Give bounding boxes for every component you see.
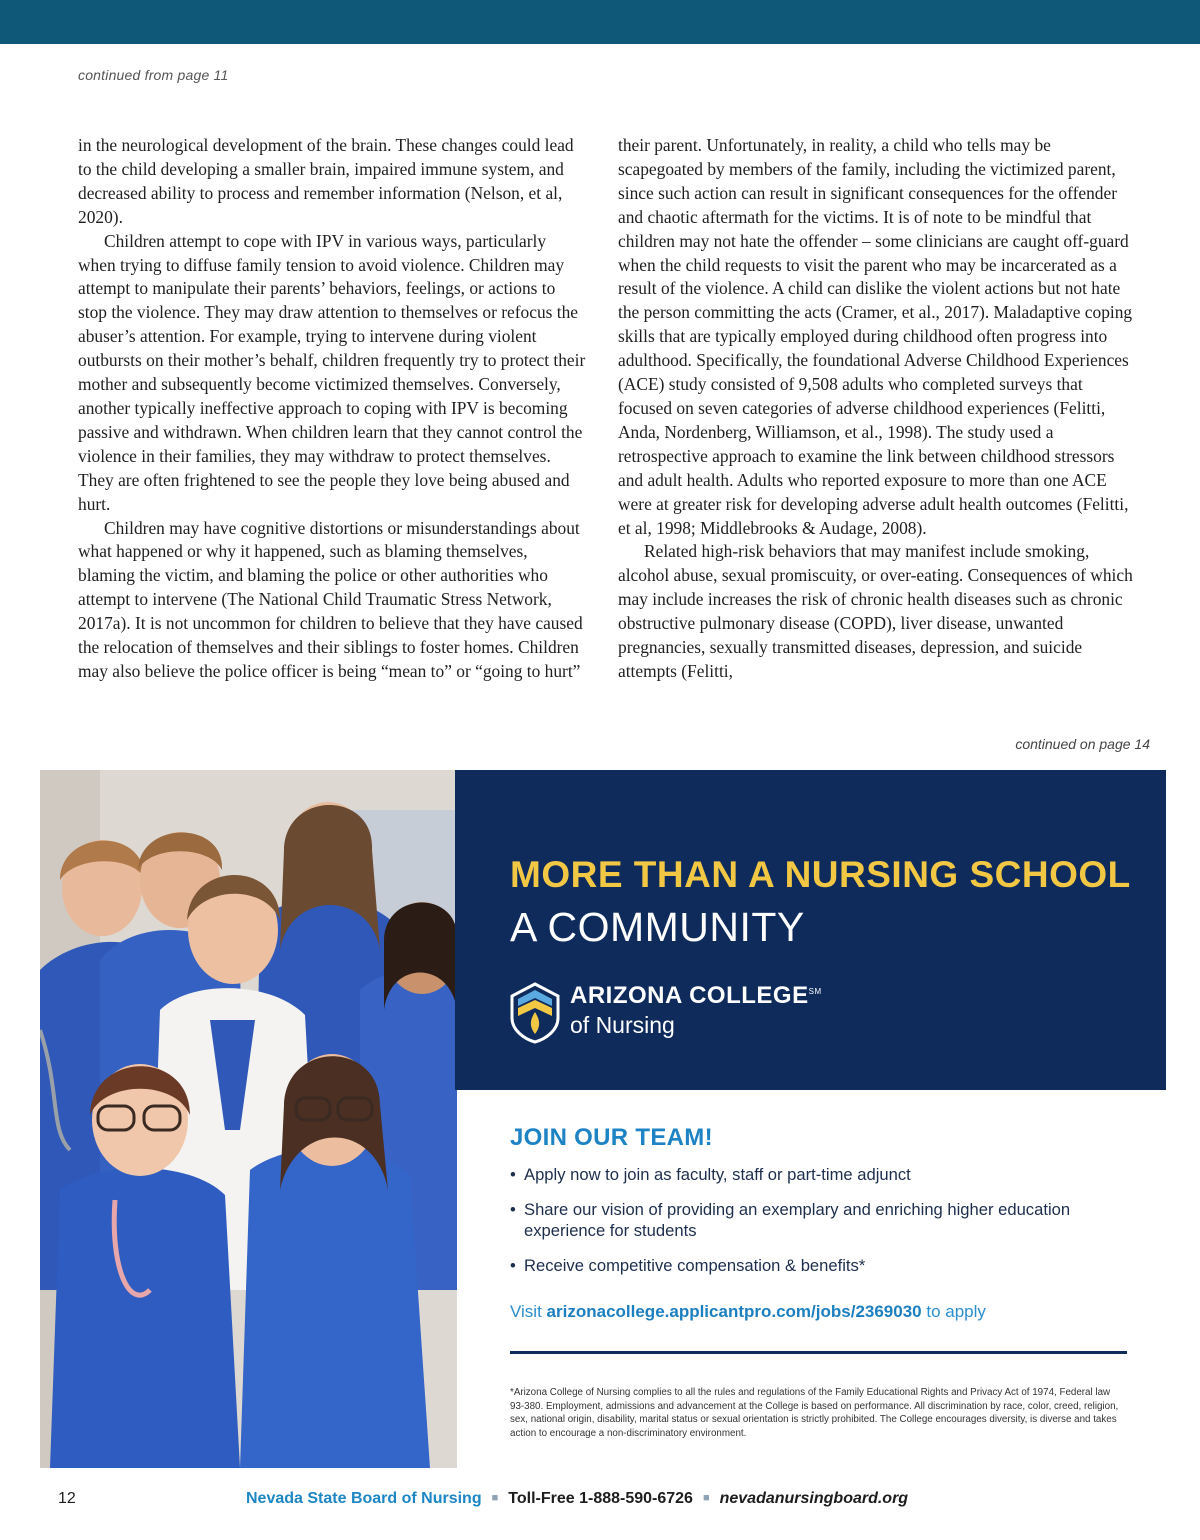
legal-disclaimer: *Arizona College of Nursing complies to all the rules and regulations of the Family Educational Rights and Privacy Act of 1974, Federal law 93-380. Employment, admissions and advancement at the College is based on performance. All discrimination by race, color, creed, religion, sex, national origin, disability, marital status or sexual orientation is strictly prohibited. The College encourages diversity, is diverse and takes action to encourage a non-discriminatory environment. bbox=[510, 1387, 1119, 1440]
footer-organization: Nevada State Board of Nursing bbox=[246, 1490, 482, 1507]
logo-subline: of Nursing bbox=[570, 1012, 675, 1038]
logo-wordmark: ARIZONA COLLEGE℠ bbox=[570, 982, 822, 1009]
page-footer bbox=[246, 1490, 908, 1508]
ad-navy-panel bbox=[455, 770, 1166, 1090]
continued-from-label: continued from page 11 bbox=[78, 67, 229, 83]
ad-headline-secondary: A COMMUNITY bbox=[510, 904, 805, 950]
article-paragraph: Related high-risk behaviors that may manifest include smoking, alcohol abuse, sexual promiscuity, or over-eating. Consequences of which may include increases the risk of chronic health diseases such as chronic obstructive pulmonary disease (COPD), liver disease, unwanted pregnancies, sexually transmitted diseases, depression, and suicide attempts (Felitti, bbox=[618, 541, 1133, 681]
article-paragraph: their parent. Unfortunately, in reality, a child who tells may be scapegoated by members of the family, including the victimized parent, since such action can result in significant consequences for the offender and chaotic aftermath for the victims. It is of note to be mindful that children may not hate the offender – some clinicians are caught off-guard when the child requests to visit the parent who may be incarcerated as a result of the violence. A child can dislike the violent actions but not hate the person committing the acts (Cramer, et al., 2017). Maladaptive coping skills that are typically employed during childhood often progress into adulthood. Specifically, the foundational Adverse Childhood Experiences (ACE) study consisted of 9,508 adults who completed surveys that focused on seven categories of adverse childhood experiences (Felitti, Anda, Nordenberg, Williamson, et al., 1998). The study used a retrospective approach to examine the link between childhood stressors and adult health. Adults who reported exposure to more than one ACE were at greater risk for developing adverse adult health outcomes (Felitti, et al, 1998; Middlebrooks & Audage, 2008). bbox=[618, 135, 1133, 538]
top-color-band bbox=[0, 0, 1200, 44]
arizona-college-logo bbox=[510, 980, 850, 1050]
nurses-group-photo bbox=[40, 770, 457, 1468]
footer-separator: ■ bbox=[491, 1492, 499, 1504]
page-number: 12 bbox=[58, 1490, 76, 1507]
divider bbox=[510, 1351, 1127, 1354]
apply-line bbox=[510, 1302, 986, 1322]
article-left-column bbox=[78, 134, 588, 684]
article-paragraph: Children attempt to cope with IPV in various ways, particularly when trying to diffuse family tension to avoid violence. Children may attempt to manipulate their parents’ behaviors, feelings, or actions to stop the violence. They may draw attention to themselves or refocus the abuser’s attention. For example, trying to intervene during violent outbursts on their mother’s behalf, children frequently try to protect their mother and subsequently become victimized themselves. Conversely, another typically ineffective approach to coping with IPV is becoming passive and withdrawn. When children learn that they cannot control the violence in their families, they may withdraw to protect themselves. They are often frightened to see the people they love being abused and hurt. bbox=[78, 230, 586, 514]
footer-website-link[interactable]: nevadanursingboard.org bbox=[719, 1490, 909, 1507]
ad-headline-primary: MORE THAN A NURSING SCHOOL bbox=[510, 854, 1131, 895]
footer-phone: Toll-Free 1-888-590-6726 bbox=[508, 1490, 693, 1507]
article-paragraph: Children may have cognitive distortions or misunderstandings about what happened or why it happened, such as blaming themselves, blaming the victim, and blaming the police or other authorities who attempt to intervene (The National Child Traumatic Stress Network, 2017a). It is not uncommon for children to believe that they have caused the relocation of themselves and their siblings to foster homes. Children may also believe the police officer is being “mean to” or “going to hurt” bbox=[78, 517, 583, 681]
article-right-column bbox=[618, 134, 1138, 684]
article-paragraph: in the neurological development of the brain. These changes could lead to the child developing a smaller brain, impaired immune system, and decreased ability to process and remember information (Nelson, et al, 2020). bbox=[78, 135, 574, 227]
list-item: • Receive competitive compensation & benefits* bbox=[510, 1255, 1120, 1276]
list-item: • Apply now to join as faculty, staff or part-time adjunct bbox=[510, 1164, 1120, 1185]
service-mark: SM bbox=[808, 987, 822, 996]
join-team-heading: JOIN OUR TEAM! bbox=[510, 1124, 713, 1151]
apply-url-link[interactable]: arizonacollege.applicantpro.com/jobs/2369030 bbox=[546, 1302, 922, 1321]
visit-suffix: to apply bbox=[921, 1302, 986, 1321]
shield-flame-icon bbox=[510, 982, 560, 1044]
footer-separator: ■ bbox=[702, 1492, 710, 1504]
nurses-illustration bbox=[40, 770, 457, 1468]
visit-prefix: Visit bbox=[510, 1302, 547, 1321]
benefit-list bbox=[510, 1164, 1120, 1290]
list-item: • Share our vision of providing an exemplary and enriching higher education experience for students bbox=[510, 1199, 1120, 1241]
continued-on-label: continued on page 14 bbox=[1015, 736, 1150, 752]
